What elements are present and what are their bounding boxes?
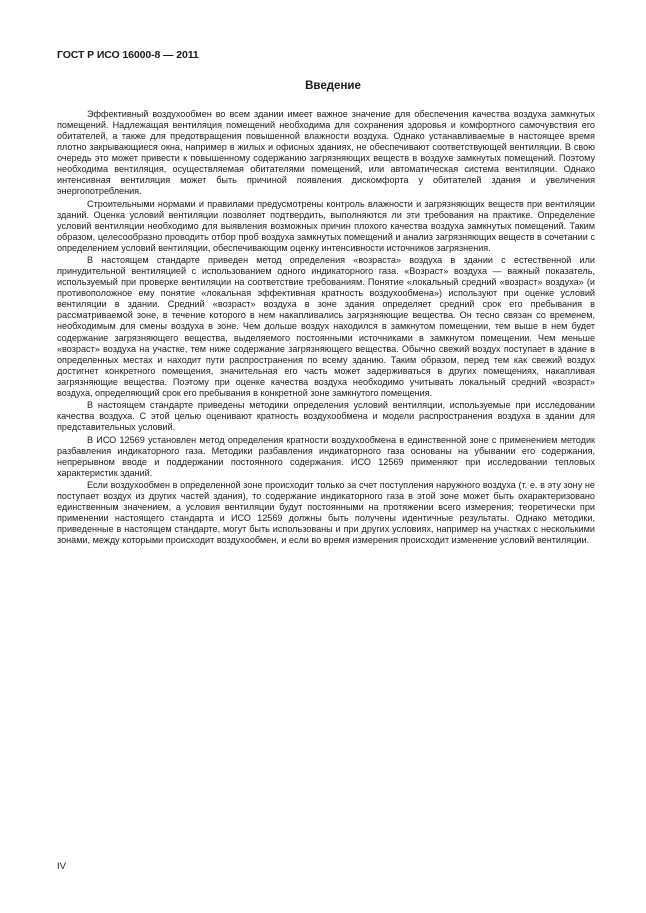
paragraph-5: В ИСО 12569 установлен метод определения кратности воздухообмена в единственной зоне с применением методик разбавления индикаторного газа. Методики разбавления индикаторного газа основаны на убывании его содержания, непрерывном вводе и поддержании постоянного содержания. ИСО 12569 применяют при исследовании тепловых характеристик зданий. (57, 434, 595, 478)
page-number: IV (57, 861, 66, 872)
section-title: Введение (305, 80, 361, 92)
document-header: ГОСТ Р ИСО 16000-8 — 2011 (57, 49, 199, 61)
paragraph-2: Строительными нормами и правилами предусмотрены контроль влажности и загрязняющих веществ при вентиляции зданий. Оценка условий вентиляции позволяет подтвердить, выполняются ли эти требования на практике. Определение условий вентиляции необходимо для выявления возможных причин плохого качества воздуха замкнутых помещений. Таким образом, целесообразно проводить отбор проб воздуха замкнутых помещений и анализ загрязняющих веществ в сочетании с определением условий вентиляции, обеспечивающим оценку интенсивности источников загрязнения. (57, 198, 595, 253)
paragraph-1: Эффективный воздухообмен во всем здании имеет важное значение для обеспечения качества воздуха замкнутых помещений. Надлежащая вентиляция помещений необходима для сохранения здоровья и комфортного самочувствия его обитателей, а также для предотвращения повышенной влажности воздуха. Однако устанавливаемые в настоящее время плотно закрывающиеся окна, например в жилых и офисных зданиях, не обеспечивают соответствующей вентиляции. В свою очередь это может привести к повышенному содержанию загрязняющих веществ в воздухе замкнутых помещений. Поэтому необходима вентиляция, осуществляемая обитателями помещений, или автоматическая система вентиляции. Однако интенсивная вентиляция может быть причиной появления дискомфорта у обитателей здания и увеличения энергопотребления. (57, 109, 595, 197)
paragraph-4: В настоящем стандарте приведены методики определения условий вентиляции, используемые при исследовании качества воздуха. С этой целью оценивают кратность воздухообмена и модели распространения воздуха в здании для представительных условий. (57, 400, 595, 433)
paragraph-3: В настоящем стандарте приведен метод определения «возраста» воздуха в здании с естественной или принудительной вентиляцией с использованием одного индикаторного газа. «Возраст» воздуха — важный показатель, используемый при проверке вентиляции на соответствие требованиям. Понятие «локальный средний «возраст» воздуха» (и противоположное ему понятие «локальная эффективная кратность воздухообмена») используют при оценке условий вентиляции в здании. Средний «возраст» воздуха в зоне здания определяет средний срок его пребывания в рассматриваемой зоне, в течение которого в нем накапливались загрязняющие вещества. Он тесно связан со временем, необходимым для смены воздуха в зоне. Чем дольше воздух находился в замкнутом помещении, тем выше в нем будет содержание загрязняющего вещества, выделяемого постоянными источниками в замкнутом помещении. Чем меньше «возраст» воздуха на участке, тем ниже содержание загрязняющего вещества. Обычно свежий воздух поступает в здание в определенных местах и находит пути распространения по всему зданию. Таким образом, перед тем как свежий воздух достигнет конкретного помещения, значительная его часть может задерживаться в других помещениях, накапливая загрязняющие вещества. Поэтому при оценке качества воздуха необходимо учитывать локальный средний «возраст» воздуха, определяющий срок его пребывания в конкретной зоне замкнутого помещения. (57, 255, 595, 398)
paragraph-6: Если воздухообмен в определенной зоне происходит только за счет поступления наружного воздуха (т. е. в эту зону не поступает воздух из других частей здания), то содержание индикаторного газа в этой зоне может быть охарактеризовано единственным значением, а условия вентиляции будут постоянными на протяжении всего измерения; теоретически при применении настоящего стандарта и ИСО 12569 должны быть получены идентичные результаты. Однако методики, приведенные в настоящем стандарте, могут быть использованы и при других условиях, например на участках с несколькими зонами, между которыми происходит воздухообмен, и если во время измерения происходит изменение условий вентиляции. (57, 480, 595, 546)
document-body (57, 109, 595, 546)
